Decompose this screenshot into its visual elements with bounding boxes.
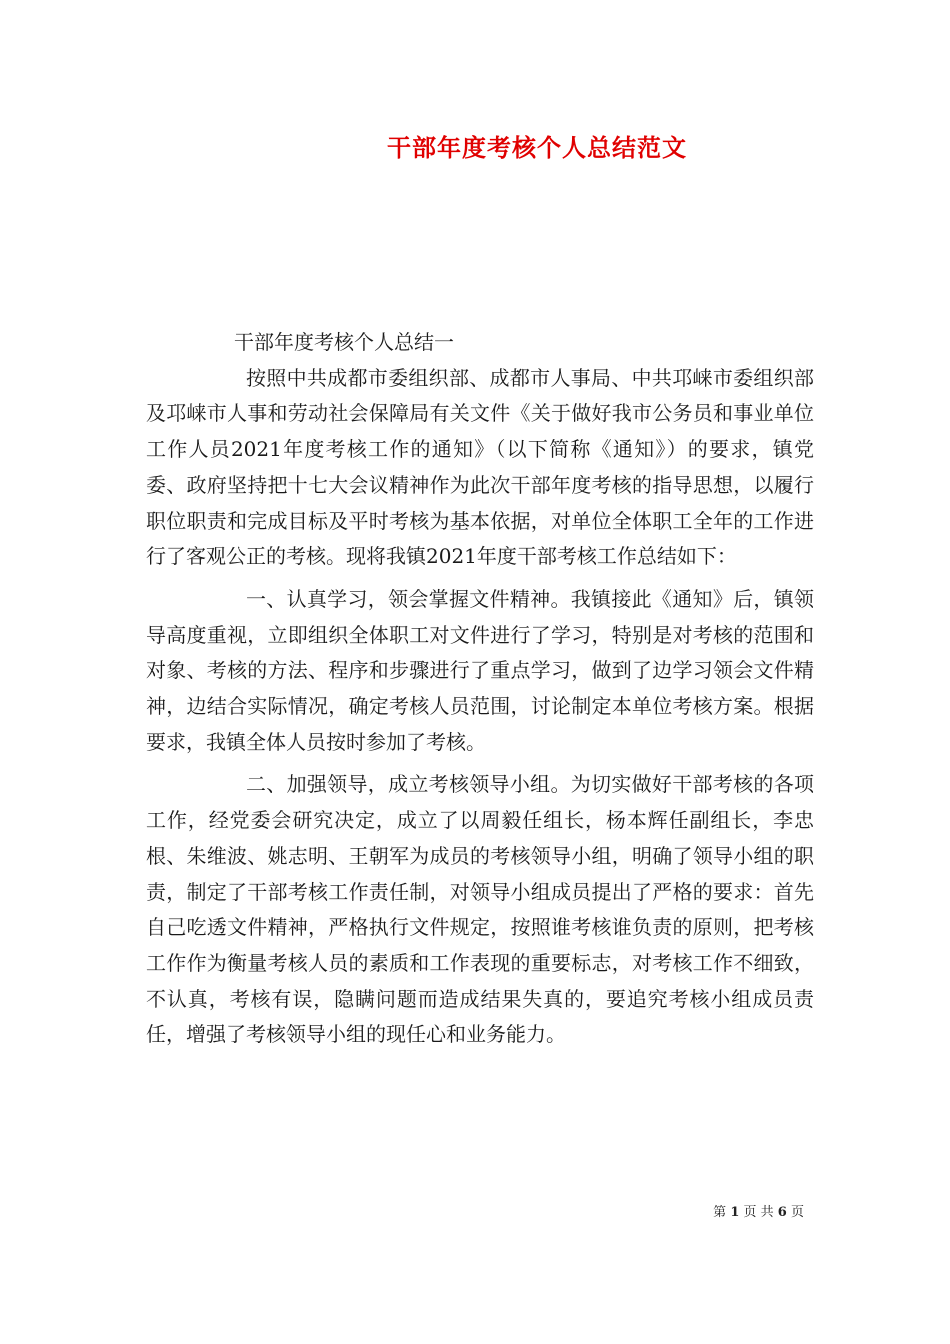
paragraph-intro: 按照中共成都市委组织部、成都市人事局、中共邛崃市委组织部及邛崃市人事和劳动社会保障局有关文件《关于做好我市公务员和事业单位工作人员2021年度考核工作的通知》（以下简称《通知》）的要求，镇党委、政府坚持把十七大会议精神作为此次干部年度考核的指导思想，以履行职位职责和完成目标及平时考核为基本依据，对单位全体职工全年的工作进行了客观公正的考核。现将我镇2021年度干部考核工作总结如下： — [146, 365, 814, 569]
section-subtitle: 干部年度考核个人总结一 — [234, 330, 454, 354]
footer-total-pages: 6 — [777, 1205, 787, 1220]
footer-current-page: 1 — [730, 1205, 740, 1220]
document-title: 干部年度考核个人总结范文 — [387, 133, 687, 162]
footer-prefix: 第 — [713, 1205, 727, 1220]
footer-middle: 页 共 — [743, 1205, 774, 1220]
document-body — [146, 325, 814, 1053]
page-number-footer — [713, 1203, 804, 1223]
paragraph-section-two: 二、加强领导，成立考核领导小组。为切实做好干部考核的各项工作，经党委会研究决定，成立了以周毅任组长，杨本辉任副组长，李忠根、朱维波、姚志明、王朝军为成员的考核领导小组，明确了领导小组的职责，制定了干部考核工作责任制，对领导小组成员提出了严格的要求：首先自己吃透文件精神，严格执行文件规定，按照谁考核谁负责的原则，把考核工作作为衡量考核人员的素质和工作表现的重要标志，对考核工作不细致，不认真，考核有误，隐瞒问题而造成结果失真的，要追究考核小组成员责任，增强了考核领导小组的现任心和业务能力。 — [146, 772, 814, 1047]
footer-suffix: 页 — [790, 1205, 804, 1220]
paragraph-section-one: 一、认真学习，领会掌握文件精神。我镇接此《通知》后，镇领导高度重视，立即组织全体职工对文件进行了学习，特别是对考核的范围和对象、考核的方法、程序和步骤进行了重点学习，做到了边学习领会文件精神，边结合实际情况，确定考核人员范围，讨论制定本单位考核方案。根据要求，我镇全体人员按时参加了考核。 — [146, 586, 814, 754]
